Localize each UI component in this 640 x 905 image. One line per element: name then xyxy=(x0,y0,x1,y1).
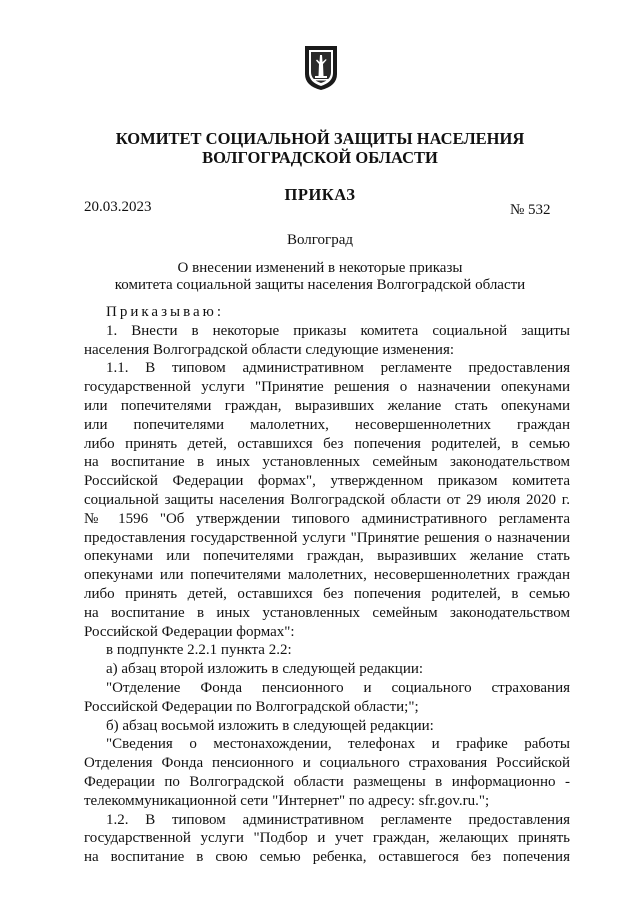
body-line: в подпункте 2.2.1 пункта 2.2: xyxy=(106,642,292,659)
body-line: государственной услуги "Подбор и учет граждан, желающих принять xyxy=(84,830,570,847)
body-line: 1.2. В типовом административном регламенте предоставления xyxy=(106,811,570,828)
body-line: "Сведения о местонахождении, телефонах и графике работы xyxy=(106,736,570,753)
body-line: на воспитание в свою семью ребенка, оставшегося без попечения xyxy=(84,849,570,866)
body-line: Российской Федерации по Волгоградской области;"; xyxy=(84,698,419,715)
subject-line: О внесении изменений в некоторые приказы xyxy=(177,260,463,276)
body-line: на воспитание в иных установленных семейным законодательством xyxy=(84,454,570,471)
body-line: или попечителями малолетних, несовершеннолетних граждан xyxy=(84,416,570,433)
document-number: № 532 xyxy=(510,202,551,218)
body-line: а) абзац второй изложить в следующей редакции: xyxy=(106,661,424,678)
document-type-title: ПРИКАЗ xyxy=(284,185,356,204)
document-subject xyxy=(0,260,640,294)
coat-of-arms-icon xyxy=(303,44,339,92)
body-line: опекунами или попечителями малолетних, несовершеннолетних граждан xyxy=(84,567,570,584)
body-line: опекунами или попечителями граждан, выразивших желание стать xyxy=(84,548,570,565)
document-body xyxy=(84,303,570,867)
document-date: 20.03.2023 xyxy=(84,199,152,215)
organization-name-line-1: КОМИТЕТ СОЦИАЛЬНОЙ ЗАЩИТЫ НАСЕЛЕНИЯ xyxy=(115,129,525,148)
body-line: или попечителями граждан, выразивших желание стать опекунами xyxy=(84,397,570,414)
body-line: либо принять детей, оставшихся без попечения родителей, в семью xyxy=(84,435,570,452)
body-line: "Отделение Фонда пенсионного и социального страхования xyxy=(106,679,570,696)
body-line: Российской Федерации формах": xyxy=(84,623,295,640)
body-line: 1.1. В типовом административном регламенте предоставления xyxy=(106,360,570,377)
body-line: Федерации по Волгоградской области размещены в информационно - xyxy=(84,773,570,790)
body-line: № 1596 "Об утверждении типового административного регламента xyxy=(84,510,570,527)
body-line: 1. Внести в некоторые приказы комитета социальной защиты xyxy=(106,322,570,339)
body-line: Отделения Фонда пенсионного и социального страхования Российской xyxy=(84,755,570,772)
body-line: б) абзац восьмой изложить в следующей редакции: xyxy=(106,717,434,734)
body-line: телекоммуникационной сети "Интернет" по адресу: sfr.gov.ru."; xyxy=(84,792,490,809)
body-line: предоставления государственной услуги "Принятие решения о назначении xyxy=(84,529,570,546)
body-line: либо принять детей, оставшихся без попечения родителей, в семью xyxy=(84,585,570,602)
body-line: населения Волгоградской области следующие изменения: xyxy=(84,341,455,358)
body-line: социальной защиты населения Волгоградской области от 29 июля 2020 г. xyxy=(84,491,570,508)
organization-name-line-2: ВОЛГОГРАДСКОЙ ОБЛАСТИ xyxy=(202,148,438,167)
document-city: Волгоград xyxy=(286,232,353,248)
body-line: государственной услуги "Принятие решения о назначении опекунами xyxy=(84,379,570,396)
body-line: Российской Федерации формах", утвержденном приказом комитета xyxy=(84,473,570,490)
body-line: на воспитание в иных установленных семейным законодательством xyxy=(84,604,570,621)
subject-line: комитета социальной защиты населения Волгоградской области xyxy=(114,277,526,293)
body-line: Приказываю: xyxy=(106,304,224,320)
